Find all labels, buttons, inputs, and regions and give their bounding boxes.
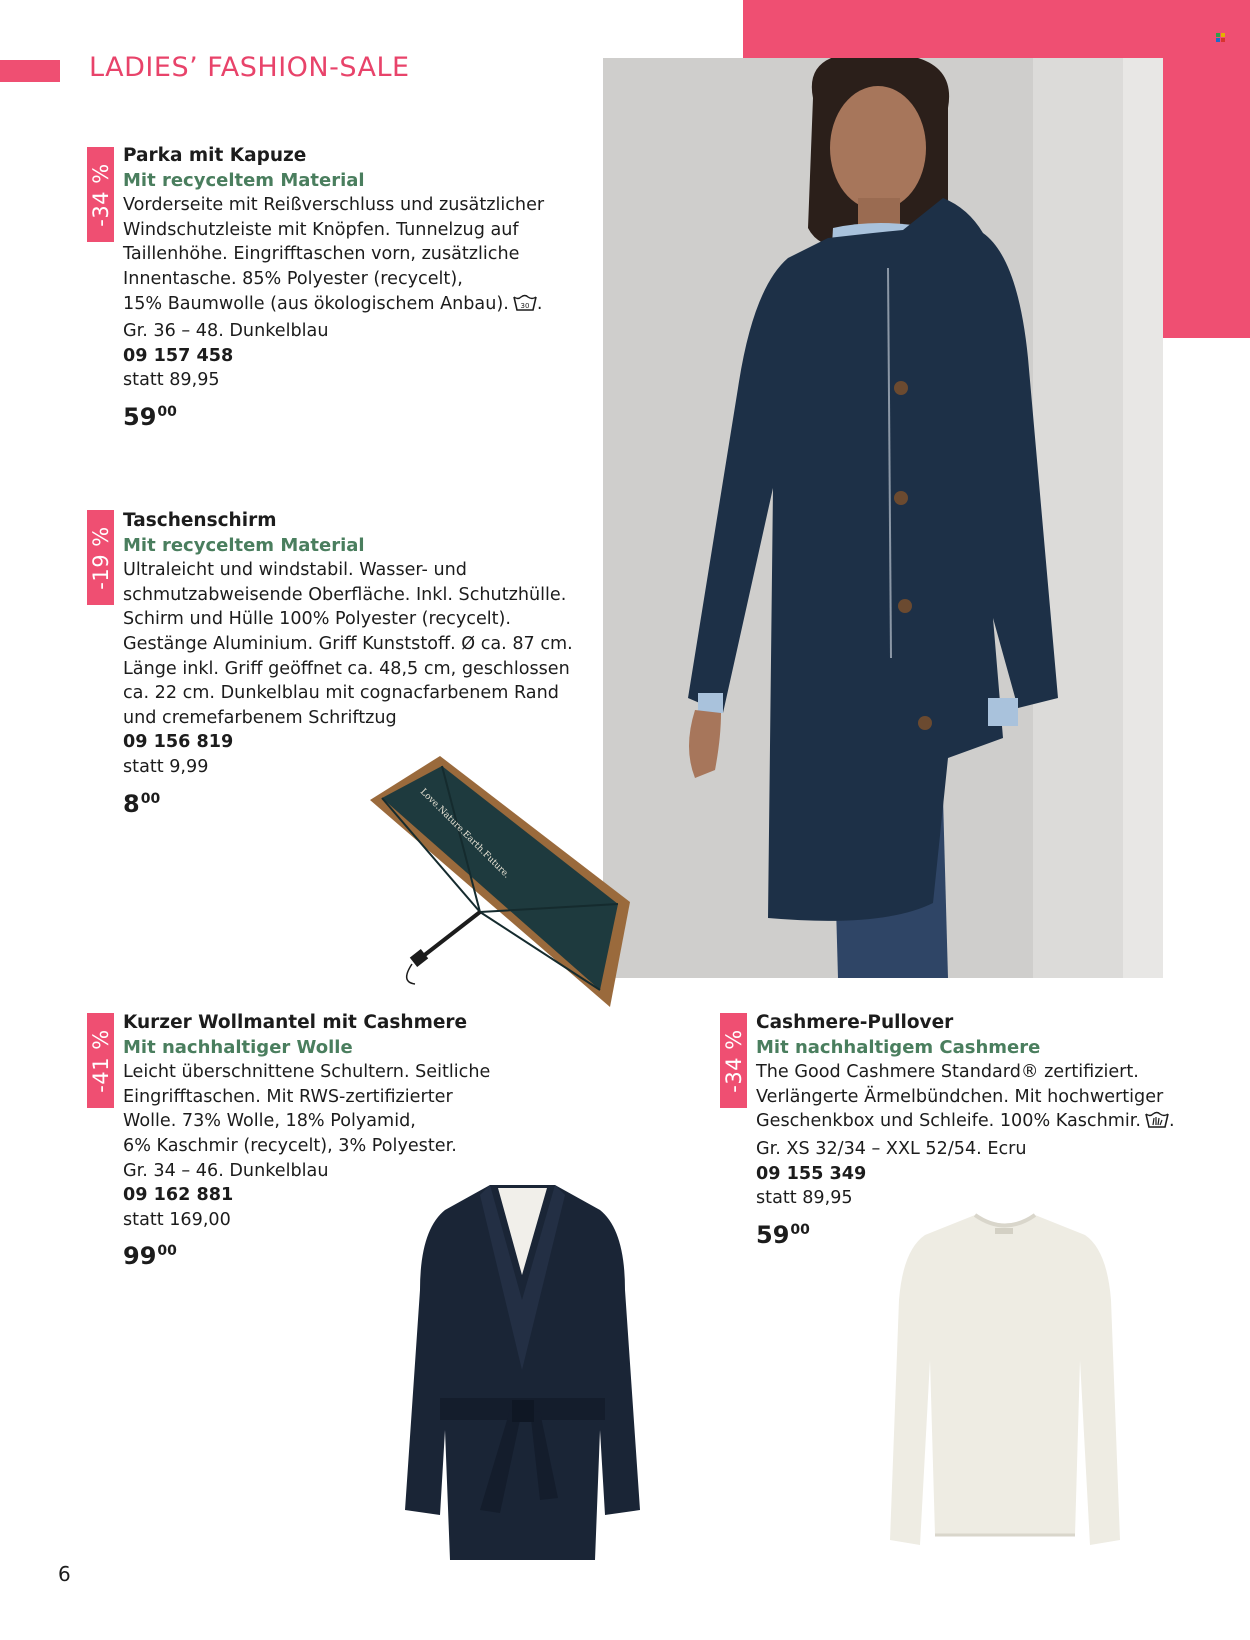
product-description-line: Schirm und Hülle 100% Polyester (recycelt). (123, 609, 512, 630)
discount-badge-pullover: -34 % (720, 1013, 747, 1108)
product-name: Taschenschirm (123, 510, 277, 531)
pink-accent-bar (0, 60, 60, 82)
sale-price: $59^{00}$ (756, 1220, 810, 1249)
article-number: 09 155 349 (756, 1163, 867, 1184)
wool-coat-image (400, 1180, 645, 1565)
sale-price: $8^{00}$ (123, 789, 161, 818)
product-description-line: schmutzabweisende Oberfläche. Inkl. Schutzhülle. (123, 584, 567, 605)
discount-badge-wool-coat: -41 % (87, 1013, 114, 1108)
product-name: Parka mit Kapuze (123, 145, 307, 166)
product-description-line: Eingrifftaschen. Mit RWS-zertifizierter (123, 1086, 453, 1107)
product-description-line: Innentasche. 85% Polyester (recycelt), (123, 268, 463, 289)
product-description-line: 6% Kaschmir (recycelt), 3% Polyester. (123, 1135, 457, 1156)
hand-wash-icon (1145, 1111, 1169, 1137)
product-description-line: The Good Cashmere Standard® zertifiziert. (756, 1062, 1139, 1083)
old-price: statt 169,00 (123, 1209, 231, 1230)
umbrella-image (360, 752, 640, 1012)
section-title: LADIES’ FASHION-SALE (89, 52, 410, 83)
product-name: Cashmere-Pullover (756, 1012, 954, 1033)
old-price: statt 89,95 (756, 1188, 853, 1209)
article-number: 09 162 881 (123, 1185, 234, 1206)
product-subtitle: Mit nachhaltiger Wolle (123, 1036, 353, 1058)
sale-price: $99^{00}$ (123, 1242, 177, 1271)
product-description-line: Gr. 34 – 46. Dunkelblau (123, 1160, 329, 1181)
product-description-line: Gestänge Aluminium. Griff Kunststoff. Ø ca. 87 cm. (123, 633, 573, 654)
product-description-line: Verlängerte Ärmelbündchen. Mit hochwertiger (756, 1086, 1164, 1107)
article-number: 09 156 819 (123, 732, 234, 753)
product-description-line: und cremefarbenem Schriftzug (123, 707, 397, 728)
product-description-line: ca. 22 cm. Dunkelblau mit cognacfarbenem Rand (123, 683, 559, 704)
product-description-line: Wolle. 73% Wolle, 18% Polyamid, (123, 1111, 416, 1132)
old-price: statt 89,95 (123, 370, 220, 391)
product-subtitle: Mit nachhaltigem Cashmere (756, 1036, 1041, 1058)
product-name: Kurzer Wollmantel mit Cashmere (123, 1012, 468, 1033)
product-subtitle: Mit recyceltem Material (123, 169, 365, 191)
product-description-line: Windschutzleiste mit Knöpfen. Tunnelzug auf (123, 219, 519, 240)
brand-dots-icon (1216, 33, 1226, 43)
page-number: 6 (58, 1562, 71, 1586)
umbrella-print: Love.Nature.Earth.Future. (417, 787, 512, 881)
discount-badge-umbrella: -19 % (87, 510, 114, 605)
product-description-line: Länge inkl. Griff geöffnet ca. 48,5 cm, geschlossen (123, 658, 570, 679)
product-size-color: Gr. 36 – 48. Dunkelblau (123, 321, 329, 342)
product-description-line: Leicht überschnittene Schultern. Seitliche (123, 1062, 491, 1083)
product-description-line: Ultraleicht und windstabil. Wasser- und (123, 560, 467, 581)
care-label: 30 (520, 301, 530, 310)
cashmere-pullover-image (885, 1210, 1125, 1555)
model-parka-photo (603, 58, 1163, 978)
product-description-line: Taillenhöhe. Eingrifftaschen vorn, zusätzliche (123, 244, 520, 265)
product-description-line: 15% Baumwolle (aus ökologischem Anbau). 30 . (123, 292, 544, 320)
sale-price: $59^{00}$ (123, 402, 177, 431)
article-number: 09 157 458 (123, 345, 234, 366)
product-description-line: Geschenkbox und Schleife. 100% Kaschmir. . (756, 1109, 1175, 1137)
old-price: statt 9,99 (123, 756, 209, 777)
product-subtitle: Mit recyceltem Material (123, 534, 365, 556)
discount-badge-parka: -34 % (87, 147, 114, 242)
product-parka (123, 144, 544, 432)
product-size-color: Gr. XS 32/34 – XXL 52/54. Ecru (756, 1138, 1027, 1159)
product-description-line: Vorderseite mit Reißverschluss und zusätzlicher (123, 195, 545, 216)
wash-30-icon (513, 294, 537, 320)
